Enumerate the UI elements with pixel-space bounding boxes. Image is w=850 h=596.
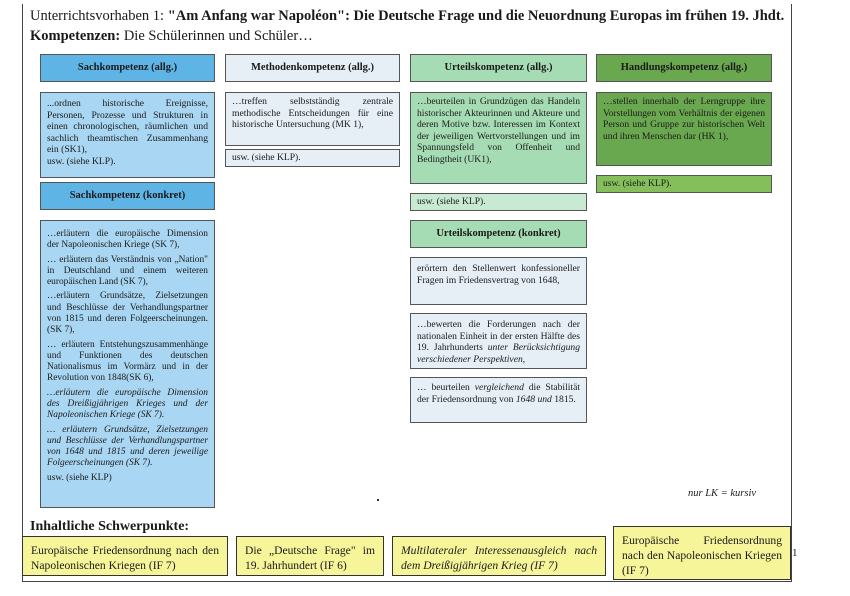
sachkompetenz-allg-text: ...ordnen historische Ereignisse, Personen, Prozesse und Strukturen in einen chronologischen, räumlichen und sachlich theamtischen Zusammenhang ein (SK1),	[47, 98, 208, 155]
sachkompetenz-allg-box	[40, 92, 215, 178]
handlungskompetenz-allg-usw: usw. (siehe KLP).	[596, 175, 772, 193]
handlungskompetenz-allg-text: …stellen innerhalb der Lerngruppe ihre Vorstellungen vom Verhältnis der eigenen Person und Gruppe zur historischen Welt und ihren Menschen dar (HK 1),	[603, 96, 765, 142]
scan-dot	[377, 499, 379, 501]
urteil-konkret-item-1	[410, 257, 587, 305]
handlungskompetenz-allg-box	[596, 92, 772, 166]
urteil-konkret-item-2	[410, 313, 587, 369]
sach-konkret-item-lk: … erläutern Grundsätze, Zielsetzungen und Beschlüsse der Verhandlungspartner von 1648 und 1815 und deren jeweilige Folgeerscheinungen (SK 7).	[47, 424, 208, 469]
urteilskompetenz-allg-usw: usw. (siehe KLP).	[410, 193, 587, 211]
sachkompetenz-allg-header: Sachkompetenz (allg.)	[40, 54, 215, 82]
lk-note: nur LK = kursiv	[688, 488, 757, 499]
urteil-konkret-item-3	[410, 377, 587, 423]
kompetenzen-heading: Kompetenzen: Die Schülerinnen und Schüler…	[30, 28, 313, 44]
methodenkompetenz-allg-box	[225, 92, 400, 146]
urteilskompetenz-allg-text: …beurteilen in Grundzügen das Handeln historischer Akteurinnen und Akteure und deren Motive bzw. Interessen im Kontext der jeweiligen Wertvorstellungen und im Spannungsfeld von Offenheit und Bedingtheit (UK1),	[417, 96, 580, 165]
page-title: Unterrichtsvorhaben 1: "Am Anfang war Napoléon": Die Deutsche Frage und die Neuordnung Europas im frühen 19. Jhdt.	[30, 8, 785, 24]
sachkompetenz-allg-usw: usw. (siehe KLP).	[47, 155, 116, 167]
sach-konkret-usw: usw. (siehe KLP)	[47, 472, 112, 483]
urteil-konkret-text: …bewerten die Forderungen nach der nationalen Einheit in der ersten Hälfte des 19. Jahrhunderts unter Berücksichtigung verschiedener Perspektiven,	[417, 319, 581, 365]
urteilskompetenz-allg-header: Urteilskompetenz (allg.)	[410, 54, 587, 82]
urteilskompetenz-konkret-header: Urteilskompetenz (konkret)	[410, 220, 587, 248]
sach-konkret-item: … erläutern Entstehungszusammenhänge und Funktionen des deutschen Nationalismus im Vormärz und in der Revolution von 1848(SK 6),	[47, 339, 208, 384]
methodenkompetenz-allg-text: …treffen selbstständig zentrale methodische Entscheidungen für eine historische Untersuchung (MK 1),	[232, 96, 393, 130]
page-number: 1	[792, 547, 798, 559]
sachkompetenz-konkret-header: Sachkompetenz (konkret)	[40, 182, 215, 210]
schwerpunkt-box: Multilateraler Interessenausgleich nach dem Dreißigjährigen Krieg (IF 7)	[392, 536, 606, 576]
sach-konkret-item-lk: …erläutern die europäische Dimension des Dreißigjährigen Krieges und der Napoleonischen Kriege (SK 7).	[47, 387, 208, 421]
inhaltliche-heading: Inhaltliche Schwerpunkte:	[30, 519, 190, 534]
handlungskompetenz-allg-header: Handlungskompetenz (allg.)	[596, 54, 772, 82]
sachkompetenz-konkret-box	[40, 220, 215, 508]
urteil-konkret-text: erörtern den Stellenwert konfessioneller Fragen im Friedensvertrag von 1648,	[417, 263, 580, 286]
schwerpunkt-box: Die „Deutsche Frage" im 19. Jahrhundert (IF 6)	[236, 536, 384, 576]
methodenkompetenz-allg-header: Methodenkompetenz (allg.)	[225, 54, 400, 82]
schwerpunkt-box: Europäische Friedensordnung nach den Napoleonischen Kriegen (IF 7)	[613, 526, 791, 580]
schwerpunkt-box: Europäische Friedensordnung nach den Napoleonischen Kriegen (IF 7)	[22, 536, 228, 576]
sach-konkret-item: … erläutern das Verständnis von „Nation" in Deutschland und einem weiteren europäischen Land (SK 7),	[47, 254, 208, 288]
sach-konkret-item: …erläutern die europäische Dimension der Napoleonischen Kriege (SK 7),	[47, 229, 208, 251]
methodenkompetenz-allg-usw: usw. (siehe KLP).	[225, 149, 400, 167]
urteil-konkret-text: … beurteilen vergleichend die Stabilität der Friedensordnung von 1648 und 1815.	[417, 382, 580, 405]
sach-konkret-item: …erläutern Grundsätze, Zielsetzungen und Beschlüsse der Verhandlungspartner von 1815 und deren Folgeerscheinungen. (SK 7),	[47, 291, 208, 336]
urteilskompetenz-allg-box	[410, 92, 587, 184]
